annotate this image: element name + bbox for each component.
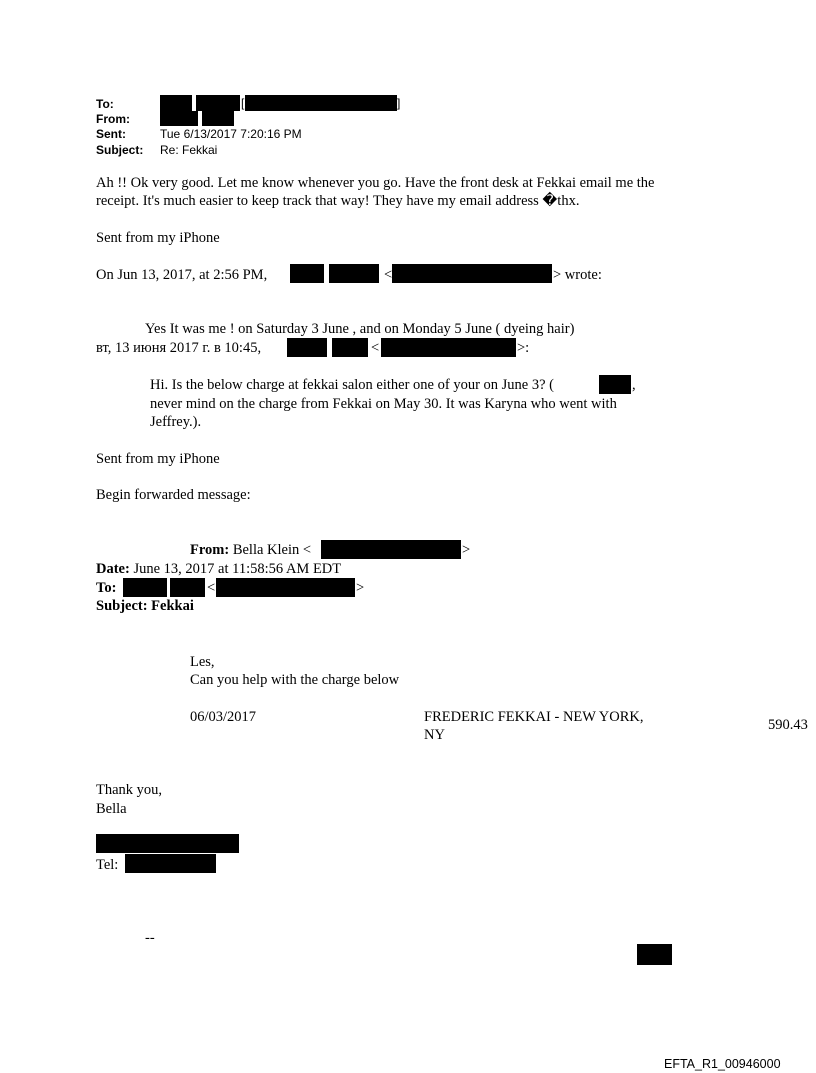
inner-line-3: Jeffrey.).	[150, 414, 202, 430]
redaction-box	[170, 578, 205, 597]
sent-label: Sent:	[96, 127, 126, 141]
redaction-box	[599, 375, 631, 394]
redaction-box	[245, 95, 397, 111]
russian-reply-line: Yes It was me ! on Saturday 3 June , and on Monday 5 June ( dyeing hair)	[145, 321, 575, 337]
subject-label: Subject:	[96, 143, 144, 157]
greeting: Les,	[190, 654, 215, 670]
quote-attribution: On Jun 13, 2017, at 2:56 PM,	[96, 267, 268, 283]
sent-from-iphone: Sent from my iPhone	[96, 230, 220, 246]
signature-name: Bella	[96, 801, 127, 817]
to-label: To:	[96, 97, 114, 111]
fwd-subject: Subject: Fekkai	[96, 598, 194, 614]
russian-suffix: >:	[517, 340, 530, 356]
signature-dashes: --	[145, 930, 155, 946]
charge-date: 06/03/2017	[190, 709, 257, 725]
bates-number: EFTA_R1_00946000	[664, 1057, 781, 1071]
fwd-to-label: To:	[96, 580, 117, 596]
charge-merchant-1: FREDERIC FEKKAI - NEW YORK,	[424, 709, 644, 725]
redaction-box	[160, 95, 192, 111]
reply-line-2: receipt. It's much easier to keep track that way! They have my email address �thx.	[96, 193, 580, 209]
inner-line-2: never mind on the charge from Fekkai on May 30. It was Karyna who went with	[150, 396, 617, 412]
redaction-box	[123, 578, 167, 597]
redaction-box	[196, 95, 240, 111]
inner-line-1: Hi. Is the below charge at fekkai salon either one of your on June 3? (	[150, 377, 554, 393]
quote-lt: <	[384, 267, 393, 283]
fwd-to-lt: <	[207, 580, 216, 596]
quote-wrote: > wrote:	[553, 267, 602, 283]
subject-value: Re: Fekkai	[160, 143, 218, 157]
redaction-box	[160, 111, 198, 126]
request-text: Can you help with the charge below	[190, 672, 400, 688]
redaction-box	[96, 834, 239, 853]
fwd-from-label: From:	[190, 542, 230, 558]
inner-line-1-comma: ,	[632, 377, 636, 393]
redaction-box	[381, 338, 516, 357]
redaction-box	[321, 540, 461, 559]
fwd-from-close: >	[462, 542, 471, 558]
fwd-date-line	[96, 561, 341, 578]
fwd-date-label: Date:	[96, 561, 130, 577]
fwd-date-value: June 13, 2017 at 11:58:56 AM EDT	[133, 561, 342, 577]
redaction-box	[329, 264, 379, 283]
redaction-box	[287, 338, 327, 357]
bracket-open: [	[241, 96, 245, 110]
redaction-box	[332, 338, 368, 357]
redaction-box	[125, 854, 216, 873]
fwd-to-close: >	[356, 580, 365, 596]
fwd-from-value: Bella Klein <	[232, 542, 312, 558]
redaction-box	[216, 578, 355, 597]
russian-attribution: вт, 13 июня 2017 г. в 10:45,	[96, 340, 262, 356]
redaction-box	[392, 264, 552, 283]
tel-label: Tel:	[96, 857, 119, 873]
redaction-box	[290, 264, 324, 283]
fwd-from-line	[190, 542, 311, 559]
begin-forwarded: Begin forwarded message:	[96, 487, 251, 503]
thanks: Thank you,	[96, 782, 163, 798]
redaction-box	[637, 944, 672, 965]
sent-value: Tue 6/13/2017 7:20:16 PM	[160, 127, 302, 141]
redaction-box	[202, 111, 234, 126]
bracket-close: ]	[397, 96, 401, 110]
russian-lt: <	[371, 340, 380, 356]
charge-amount: 590.43	[768, 717, 808, 733]
from-label: From:	[96, 112, 130, 126]
charge-merchant-2: NY	[424, 727, 445, 743]
sent-from-iphone-2: Sent from my iPhone	[96, 451, 220, 467]
reply-line-1: Ah !! Ok very good. Let me know whenever you go. Have the front desk at Fekkai email me the	[96, 175, 655, 191]
